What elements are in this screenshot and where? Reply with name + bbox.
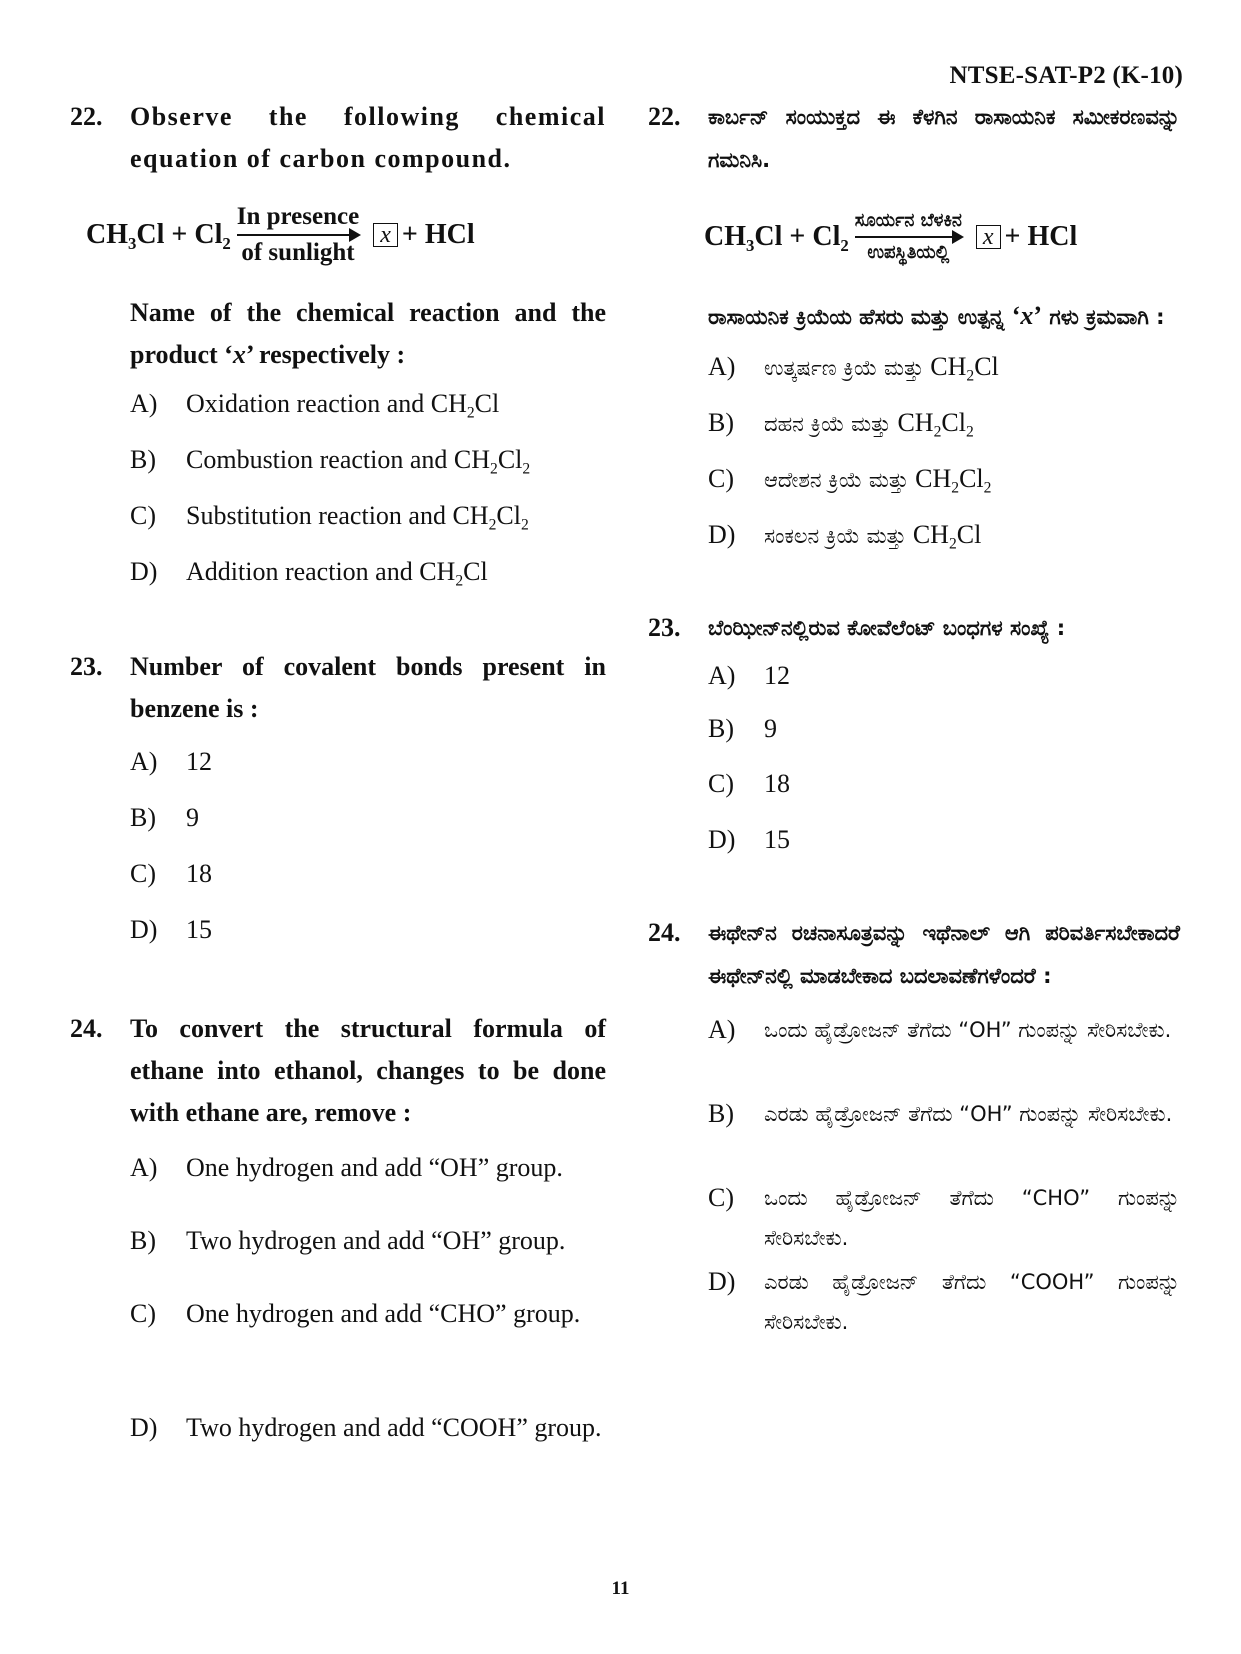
kannada-column [648, 96, 1180, 1342]
question-number: 24. [70, 1014, 103, 1043]
option-b: B) Two hydrogen and add “OH” group. [130, 1226, 566, 1255]
option-d: D) Two hydrogen and add “COOH” group. [130, 1413, 602, 1442]
page-number: 11 [611, 1578, 630, 1599]
question-prompt: ರಾಸಾಯನಿಕ ಕ್ರಿಯೆಯ ಹೆಸರು ಮತ್ತು ಉತ್ಪನ್ನ ‘x’ ಗಳು ಕ್ರಮವಾಗಿ : [708, 301, 1165, 330]
arrow-condition-top: In presence [236, 203, 360, 230]
option-d: D) ಸಂಕಲನ ಕ್ರಿಯೆ ಮತ್ತು $CH_2Cl$ [708, 520, 982, 553]
question-stem: ಬೆಂಝೀನ್‌ನಲ್ಲಿರುವ ಕೋವೆಲೆಂಟ್ ಬಂಧಗಳ ಸಂಖ್ಯೆ : [708, 616, 1066, 640]
chemical-equation [86, 192, 606, 278]
question-number: 23. [70, 652, 103, 681]
option-c: C) Substitution reaction and $CH_2Cl_2$ [130, 501, 529, 534]
option-a: A) One hydrogen and add “OH” group. [130, 1153, 563, 1182]
option-b: B) 9 [130, 803, 199, 832]
chemical-equation [704, 194, 1180, 280]
question-number: 22. [70, 102, 103, 131]
question-number: 22. [648, 102, 681, 131]
question-stem: Number of covalent bonds present in benzene is : [130, 652, 606, 723]
arrow-condition-top: ಸೂರ್ಯನ ಬೆಳಕಿನ [854, 210, 962, 231]
question-stem: ಕಾರ್ಬನ್ ಸಂಯುಕ್ತದ ಈ ಕೆಳಗಿನ ರಾಸಾಯನಿಕ ಸಮೀಕರಣವನ್ನು ಗಮನಿಸಿ. [708, 105, 1180, 172]
product-x-box: x [373, 223, 398, 247]
option-a: A) ಉತ್ಕರ್ಷಣ ಕ್ರಿಯೆ ಮತ್ತು $CH_2Cl$ [708, 352, 999, 385]
option-c: C) ಆದೇಶನ ಕ್ರಿಯೆ ಮತ್ತು $CH_2Cl_2$ [708, 464, 992, 497]
option-a: A) 12 [708, 661, 790, 690]
option-c: C) ಒಂದು ಹೈಡ್ರೋಜನ್ ತೆಗೆದು “CHO” ಗುಂಪನ್ನು ಸೇರಿಸಬೇಕು. [708, 1183, 1180, 1250]
option-d: D) 15 [708, 825, 790, 854]
question-24-en [70, 1008, 606, 1448]
option-b: B) ಎರಡು ಹೈಡ್ರೋಜನ್ ತೆಗೆದು “OH” ಗುಂಪನ್ನು ಸೇರಿಸಬೇಕು. [708, 1099, 1173, 1128]
option-c: C) One hydrogen and add “CHO” group. [130, 1299, 581, 1328]
option-b: B) ದಹನ ಕ್ರಿಯೆ ಮತ್ತು $CH_2Cl_2$ [708, 408, 974, 441]
option-c: C) 18 [130, 859, 212, 888]
option-d: D) 15 [130, 915, 212, 944]
question-22-kn [648, 96, 1180, 571]
question-number: 24. [648, 918, 681, 947]
option-a: A) 12 [130, 747, 212, 776]
arrow-condition-bottom: of sunlight [241, 239, 355, 266]
option-b: B) Combustion reaction and $CH_2Cl_2$ [130, 445, 531, 478]
option-d: D) Addition reaction and $CH_2Cl$ [130, 557, 488, 590]
option-b: B) 9 [708, 714, 777, 743]
reaction-arrow [237, 202, 359, 268]
question-stem: Observe the following chemical equation of carbon compound. [130, 102, 606, 173]
arrow-condition-bottom: ಉಪಸ್ಥಿತಿಯಲ್ಲಿ [867, 242, 950, 263]
english-column [70, 96, 606, 1448]
option-c: C) 18 [708, 769, 790, 798]
question-stem: ಈಥೇನ್‌ನ ರಚನಾಸೂತ್ರವನ್ನು ಇಥೆನಾಲ್ ಆಗಿ ಪರಿವರ್ತಿಸಬೇಕಾದರೆ ಈಥೇನ್‌ನಲ್ಲಿ ಮಾಡಬೇಕಾದ ಬದಲಾವಣೆಗಳೆಂದರೆ : [708, 921, 1180, 988]
page-header: NTSE-SAT-P2 (K-10) [949, 62, 1183, 89]
equation-reactants: $CH_3Cl + Cl_2$ [86, 219, 231, 253]
question-24-kn [648, 912, 1180, 1342]
option-a: A) Oxidation reaction and $CH_2Cl$ [130, 389, 500, 422]
question-number: 23. [648, 613, 681, 642]
option-a: A) ಒಂದು ಹೈಡ್ರೋಜನ್ ತೆಗೆದು “OH” ಗುಂಪನ್ನು ಸೇರಿಸಬೇಕು. [708, 1015, 1172, 1044]
question-22-en [70, 96, 606, 608]
equation-products: + HCl [1004, 221, 1078, 252]
equation-reactants: $CH_3Cl + Cl_2$ [704, 221, 849, 255]
option-d: D) ಎರಡು ಹೈಡ್ರೋಜನ್ ತೆಗೆದು “COOH” ಗುಂಪನ್ನು ಸೇರಿಸಬೇಕು. [708, 1267, 1180, 1334]
product-x-box: x [976, 225, 1001, 249]
equation-products: + HCl [401, 219, 475, 250]
question-23-en [70, 646, 606, 966]
question-23-kn [648, 607, 1180, 876]
question-prompt: Name of the chemical reaction and the product ‘x’ respectively : [130, 298, 606, 369]
question-stem: To convert the structural formula of ethane into ethanol, changes to be done with ethane are, remove : [130, 1014, 606, 1127]
reaction-arrow [855, 208, 962, 266]
